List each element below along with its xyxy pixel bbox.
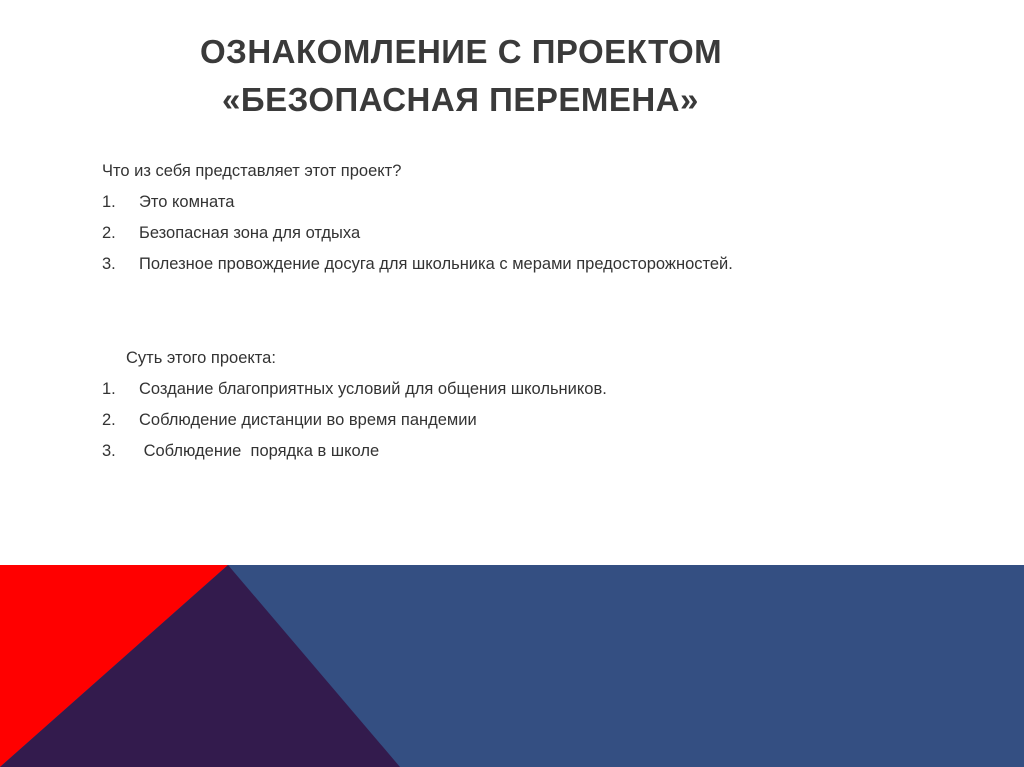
decorative-footer-band xyxy=(0,565,1024,767)
list-item xyxy=(102,436,733,467)
section1-heading: Что из себя представляет этот проект? xyxy=(102,162,402,180)
list-item xyxy=(102,405,733,436)
item-text: Соблюдение порядка в школе xyxy=(139,442,380,460)
item-text: Это комната xyxy=(139,193,235,211)
title-line-1: ОЗНАКОМЛЕНИЕ С ПРОЕКТОМ xyxy=(200,33,723,70)
item-number: 3. xyxy=(102,442,116,460)
item-number: 3. xyxy=(102,255,116,273)
list-item xyxy=(102,249,733,280)
title-line-2: «БЕЗОПАСНАЯ ПЕРЕМЕНА» xyxy=(222,81,699,118)
item-number: 2. xyxy=(102,411,116,429)
item-number: 1. xyxy=(102,193,116,211)
item-text: Создание благоприятных условий для общения школьников. xyxy=(139,380,607,398)
slide-title xyxy=(200,28,722,124)
item-number: 1. xyxy=(102,380,116,398)
section2-heading: Суть этого проекта: xyxy=(126,349,276,367)
slide-body xyxy=(102,156,733,467)
item-text: Полезное провождение досуга для школьника с мерами предосторожностей. xyxy=(139,255,733,273)
item-text: Соблюдение дистанции во время пандемии xyxy=(139,411,477,429)
list-item xyxy=(102,374,733,405)
list-item xyxy=(102,187,733,218)
list-item xyxy=(102,218,733,249)
item-number: 2. xyxy=(102,224,116,242)
item-text: Безопасная зона для отдыха xyxy=(139,224,361,242)
